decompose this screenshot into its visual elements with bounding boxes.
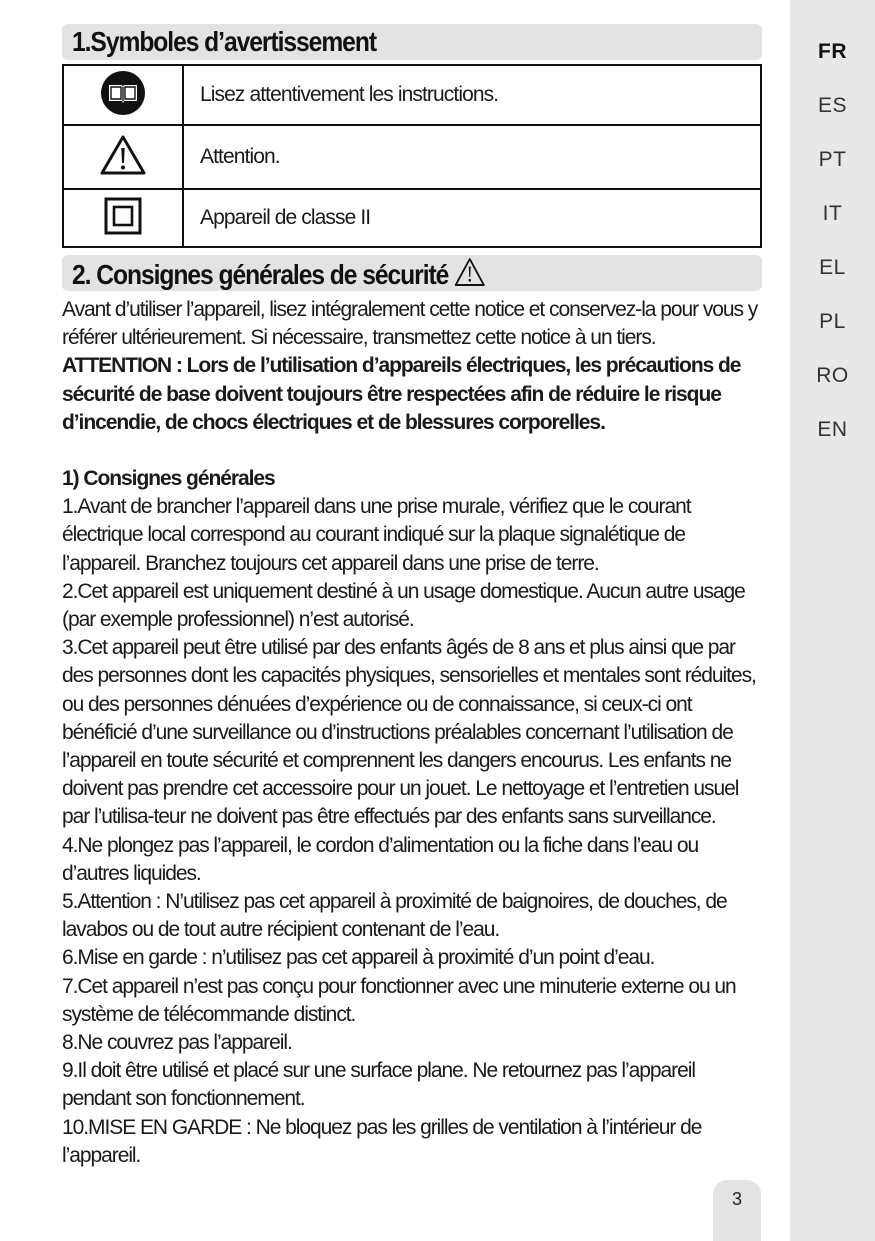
warning-triangle-icon bbox=[99, 134, 147, 176]
lang-tab-el[interactable]: EL bbox=[819, 256, 846, 279]
section2-title bbox=[72, 257, 485, 291]
section1-title: 1.Symboles d’avertissement bbox=[72, 26, 376, 57]
list-item: 5.Attention : N’utilisez pas cet appareil à proximité de baignoires, de douches, de lavabos ou de tout autre récipient contenant de l’eau. bbox=[62, 890, 727, 942]
list-item: 3.Cet appareil peut être utilisé par des enfants âgés de 8 ans et plus ainsi que par des personnes dont les capacités physiques, sensorielles et mentales sont réduites, ou des personnes dénuées d’expérience ou de connaissance, si ceux-ci ont bénéficié d’une surveillance ou d’instructions préalables concernant l’utilisation de l’appareil en toute sécurité et comprennent les dangers encourus. Les enfants ne doivent pas prendre cet accessoire pour un jouet. Le nettoyage et l’entretien usuel par l’utilisa-teur ne doivent pas être effectués par des enfants sans surveillance. bbox=[62, 636, 756, 829]
list-item: 2.Cet appareil est uniquement destiné à un usage domestique. Aucun autre usage (par exemple professionnel) n’est autorisé. bbox=[62, 579, 745, 632]
section1-header bbox=[62, 24, 762, 60]
lang-tab-ro[interactable]: RO bbox=[816, 364, 849, 387]
lang-tab-pt[interactable]: PT bbox=[818, 148, 847, 171]
symbols-table bbox=[62, 64, 762, 248]
page-number: 3 bbox=[731, 1189, 742, 1209]
lang-tab-es[interactable]: ES bbox=[817, 94, 847, 117]
intro-paragraph: Avant d’utiliser l’appareil, lisez intégralement cette notice et conservez-la pour vous y référer ultérieurement. Si nécessaire, transmettez cette notice à un tiers. bbox=[62, 298, 758, 350]
list-item: 8.Ne couvrez pas l’appareil. bbox=[62, 1031, 292, 1055]
symbol-description: Attention. bbox=[183, 125, 761, 189]
language-sidebar bbox=[790, 0, 875, 1241]
subheading-general: 1) Consignes générales bbox=[62, 467, 275, 491]
list-item: 1.Avant de brancher l’appareil dans une prise murale, vérifiez que le courant électrique local correspond au courant indiqué sur la plaque signalétique de l’appareil. Branchez toujours cet appareil dans une prise de terre. bbox=[62, 495, 691, 575]
section2-title-text: 2. Consignes générales de sécurité bbox=[72, 259, 449, 290]
lang-tab-fr[interactable]: FR bbox=[818, 40, 847, 63]
lang-tab-it[interactable]: IT bbox=[822, 202, 843, 225]
page-number-tab bbox=[713, 1180, 761, 1241]
list-item: 9.Il doit être utilisé et placé sur une surface plane. Ne retournez pas l’appareil pendant son fonctionnement. bbox=[62, 1059, 695, 1111]
list-item: 6.Mise en garde : n’utilisez pas cet appareil à proximité d’un point d’eau. bbox=[62, 946, 655, 970]
warning-triangle-icon bbox=[454, 257, 486, 287]
table-row bbox=[63, 125, 761, 189]
lang-tab-en[interactable]: EN bbox=[817, 418, 848, 441]
safety-warning: ATTENTION : Lors de l’utilisation d’appareils électriques, les précautions de sécurité de base doivent toujours être respectées afin de réduire le risque d’incendie, de chocs électriques et de blessures corporelles. bbox=[62, 354, 741, 434]
table-row bbox=[63, 189, 761, 247]
lang-tab-pl[interactable]: PL bbox=[819, 310, 846, 333]
table-row bbox=[63, 65, 761, 125]
book-icon bbox=[100, 70, 146, 116]
symbol-description: Appareil de classe II bbox=[183, 189, 761, 247]
list-item: 10.MISE EN GARDE : Ne bloquez pas les grilles de ventilation à l’intérieur de l’appareil. bbox=[62, 1115, 702, 1167]
section2-body bbox=[62, 296, 762, 1170]
symbol-description: Lisez attentivement les instructions. bbox=[183, 65, 761, 125]
list-item: 4.Ne plongez pas l’appareil, le cordon d’alimentation ou la fiche dans l’eau ou d’autres liquides. bbox=[62, 833, 699, 885]
spacer bbox=[62, 437, 762, 465]
list-item: 7.Cet appareil n’est pas conçu pour fonctionner avec une minuterie externe ou un système de télécommande distinct. bbox=[62, 974, 736, 1026]
double-square-icon bbox=[104, 197, 142, 235]
section2-header bbox=[62, 255, 762, 291]
